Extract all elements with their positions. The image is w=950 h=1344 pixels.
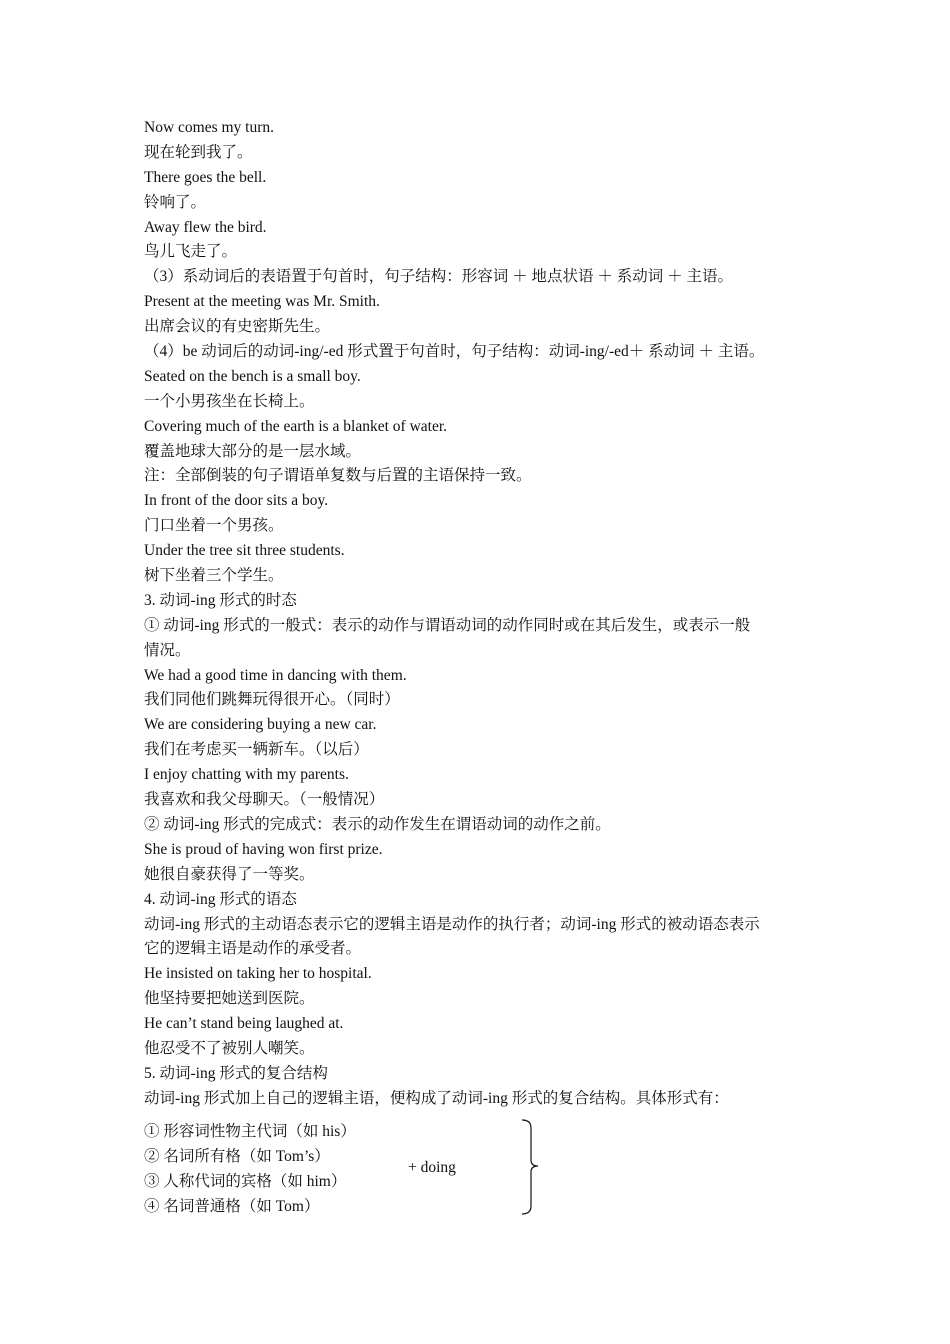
doing-suffix: + doing	[408, 1159, 456, 1176]
text-line: ① 动词-ing 形式的一般式：表示的动作与谓语动词的动作同时或在其后发生，或表示一般	[144, 616, 751, 634]
text-line: 我们同他们跳舞玩得很开心。（同时）	[144, 691, 400, 709]
text-line: Away flew the bird.	[144, 218, 267, 236]
text-line: She is proud of having won first prize.	[144, 840, 383, 858]
text-line: He can’t stand being laughed at.	[144, 1015, 344, 1033]
text-line: Now comes my turn.	[144, 119, 275, 136]
text-line: 我喜欢和我父母聊天。（一般情况）	[144, 791, 385, 809]
text-line: 门口坐着一个男孩。	[144, 517, 284, 535]
text-line: We are considering buying a new car.	[144, 716, 377, 734]
text-line: Present at the meeting was Mr. Smith.	[144, 293, 380, 311]
text-line: 他坚持要把她送到医院。	[144, 990, 315, 1008]
text-line: We had a good time in dancing with them.	[144, 666, 407, 684]
text-line: 现在轮到我了。	[144, 143, 253, 161]
text-line: 覆盖地球大部分的是一层水域。	[144, 442, 362, 460]
text-line: 他忍受不了被别人嘲笑。	[144, 1039, 315, 1057]
list-item: ① 形容词性物主代词（如 his）	[144, 1123, 356, 1140]
list-item: ③ 人称代词的宾格（如 him）	[144, 1173, 347, 1190]
compound-structure-list	[144, 1120, 544, 1220]
text-line: 出席会议的有史密斯先生。	[144, 318, 331, 336]
text-line: 一个小男孩坐在长椅上。	[144, 392, 315, 410]
text-line: 我们在考虑买一辆新车。（以后）	[144, 741, 369, 759]
text-line: Under the tree sit three students.	[144, 542, 345, 560]
text-line: In front of the door sits a boy.	[144, 492, 329, 510]
text-line: 它的逻辑主语是动作的承受者。	[144, 940, 362, 958]
text-line: 树下坐着三个学生。	[144, 567, 284, 585]
section-rule-3: （3）系动词后的表语置于句首时，句子结构：形容词 ＋ 地点状语 ＋ 系动词 ＋ 主语。	[144, 268, 734, 286]
section-heading-4: 4. 动词-ing 形式的语态	[144, 890, 297, 908]
text-line: 动词-ing 形式加上自己的逻辑主语，便构成了动词-ing 形式的复合结构。具体形式有：	[144, 1089, 729, 1107]
text-line: 她很自豪获得了一等奖。	[144, 865, 315, 883]
right-brace-icon	[520, 1118, 548, 1218]
text-line: He insisted on taking her to hospital.	[144, 965, 372, 983]
text-line: There goes the bell.	[144, 168, 267, 186]
section-heading-5: 5. 动词-ing 形式的复合结构	[144, 1064, 328, 1082]
text-line: 情况。	[144, 641, 191, 659]
list-item: ② 名词所有格（如 Tom’s）	[144, 1148, 330, 1165]
section-rule-4: （4）be 动词后的动词-ing/-ed 形式置于句首时，句子结构：动词-ing/-ed＋ 系动词 ＋ 主语。	[144, 343, 765, 361]
text-line: I enjoy chatting with my parents.	[144, 766, 349, 784]
section-heading-3: 3. 动词-ing 形式的时态	[144, 591, 297, 609]
text-line: Covering much of the earth is a blanket of water.	[144, 417, 448, 435]
text-line: ② 动词-ing 形式的完成式：表示的动作发生在谓语动词的动作之前。	[144, 815, 611, 833]
document-body	[144, 116, 814, 1112]
note-line: 注：全部倒装的句子谓语单复数与后置的主语保持一致。	[144, 467, 532, 485]
text-line: 鸟儿飞走了。	[144, 243, 238, 261]
text-line: 动词-ing 形式的主动语态表示它的逻辑主语是动作的执行者；动词-ing 形式的被动语态表示	[144, 915, 760, 933]
list-item: ④ 名词普通格（如 Tom）	[144, 1198, 320, 1215]
text-line: 铃响了。	[144, 193, 207, 211]
text-line: Seated on the bench is a small boy.	[144, 367, 361, 385]
